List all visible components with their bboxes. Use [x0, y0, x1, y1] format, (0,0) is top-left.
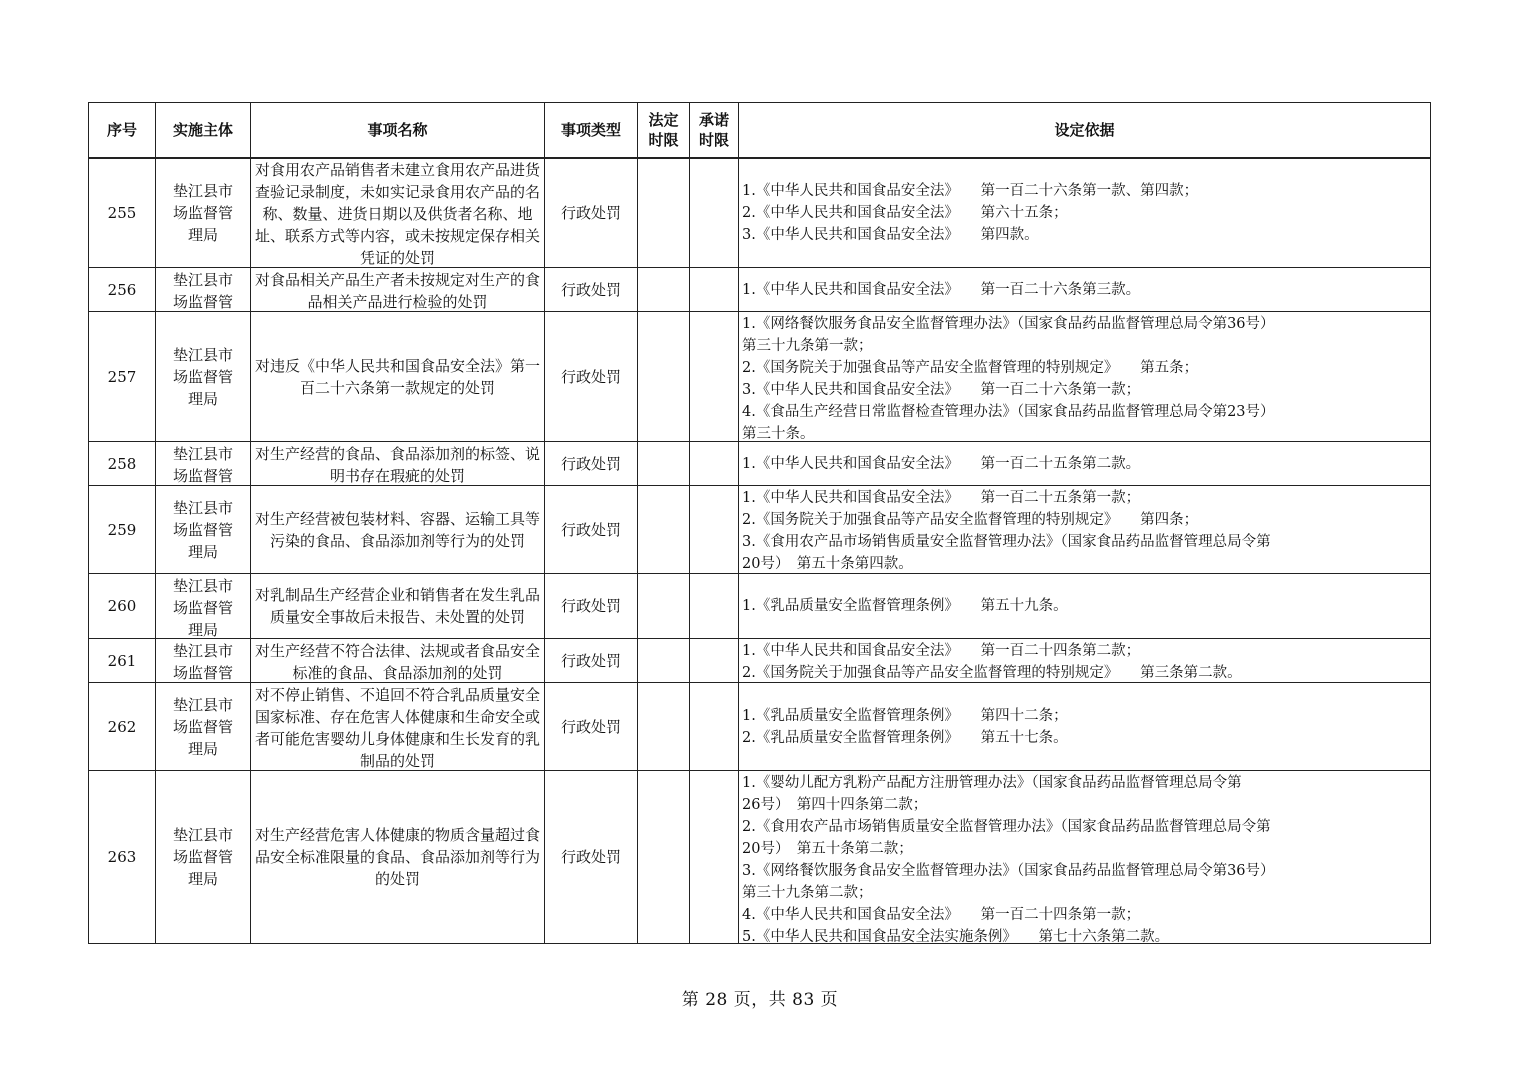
promise-limit-cell	[690, 639, 739, 683]
promise-limit-cell	[690, 442, 739, 486]
basis-cell	[739, 574, 1431, 639]
item-name-cell-text: 对食用农产品销售者未建立食用农产品进货查验记录制度，未如实记录食用农产品的名称、数量、进货日期以及供货者名称、地址、联系方式等内容，或未按规定保存相关凭证的处罚	[254, 160, 540, 267]
item-name-cell	[251, 486, 545, 574]
promise-limit-cell	[690, 771, 739, 944]
agency-cell	[156, 268, 251, 312]
agency-cell	[156, 574, 251, 639]
basis-line: 20号） 第五十条第二款；	[742, 840, 913, 857]
item-name-cell	[251, 158, 545, 268]
seq-cell-text: 255	[107, 203, 137, 222]
basis-cell-text	[742, 772, 1427, 943]
basis-cell-text	[742, 180, 1427, 246]
item-type-cell-text: 行政处罚	[560, 454, 621, 473]
basis-cell-text	[742, 279, 1427, 301]
basis-cell	[739, 639, 1431, 683]
header-seq: 序号	[89, 103, 156, 158]
table-row	[89, 639, 1431, 683]
item-type-cell	[545, 158, 638, 268]
seq-cell-text: 256	[107, 280, 137, 299]
item-type-cell-text: 行政处罚	[560, 717, 621, 736]
table-body	[89, 158, 1431, 944]
legal-limit-cell	[638, 268, 690, 312]
basis-line: 2.《国务院关于加强食品等产品安全监督管理的特别规定》 第三条第二款。	[742, 664, 1242, 681]
legal-limit-cell	[638, 574, 690, 639]
basis-cell	[739, 158, 1431, 268]
basis-cell	[739, 486, 1431, 574]
legal-limit-cell	[638, 442, 690, 486]
item-name-cell	[251, 683, 545, 771]
item-name-cell-text: 对不停止销售、不追回不符合乳品质量安全国家标准、存在危害人体健康和生命安全或者可能危害婴幼儿身体健康和生长发育的乳制品的处罚	[254, 685, 540, 770]
basis-line: 1.《婴幼儿配方乳粉产品配方注册管理办法》（国家食品药品监督管理总局令第	[742, 774, 1242, 791]
basis-line: 20号） 第五十条第四款。	[742, 555, 913, 572]
basis-line: 1.《中华人民共和国食品安全法》 第一百二十六条第一款、第四款；	[742, 182, 1199, 199]
table-row	[89, 574, 1431, 639]
basis-cell-text	[742, 640, 1427, 682]
agency-cell	[156, 639, 251, 683]
basis-line: 1.《网络餐饮服务食品安全监督管理办法》（国家食品药品监督管理总局令第36号）	[742, 315, 1275, 332]
seq-cell	[89, 268, 156, 312]
seq-cell-text: 258	[107, 454, 137, 473]
basis-line: 3.《中华人民共和国食品安全法》 第一百二十六条第一款；	[742, 381, 1141, 398]
item-type-cell	[545, 771, 638, 944]
seq-cell-text: 260	[107, 597, 137, 615]
agency-cell-text: 垫江县市场监督管理局	[172, 826, 233, 888]
agency-cell	[156, 312, 251, 442]
basis-line: 2.《食用农产品市场销售质量安全监督管理办法》（国家食品药品监督管理总局令第	[742, 818, 1271, 835]
item-type-cell	[545, 683, 638, 771]
basis-line: 1.《中华人民共和国食品安全法》 第一百二十四条第二款；	[742, 642, 1141, 659]
item-type-cell-text: 行政处罚	[560, 848, 621, 866]
table-row	[89, 486, 1431, 574]
basis-line: 4.《中华人民共和国食品安全法》 第一百二十四条第一款；	[742, 906, 1141, 923]
seq-cell	[89, 312, 156, 442]
item-name-cell	[251, 771, 545, 944]
agency-cell	[156, 683, 251, 771]
legal-limit-cell	[638, 639, 690, 683]
item-name-cell-text: 对生产经营不符合法律、法规或者食品安全标准的食品、食品添加剂的处罚	[254, 641, 540, 682]
basis-line: 3.《中华人民共和国食品安全法》 第四款。	[742, 226, 1039, 243]
seq-cell	[89, 442, 156, 486]
agency-cell-text: 垫江县市场监督管理局	[172, 345, 233, 408]
item-type-cell-text: 行政处罚	[560, 203, 621, 222]
header-item-name: 事项名称	[251, 103, 545, 158]
legal-limit-cell	[638, 683, 690, 771]
basis-cell-text	[742, 595, 1427, 617]
item-type-cell-text: 行政处罚	[560, 280, 621, 299]
basis-line: 2.《乳品质量安全监督管理条例》 第五十七条。	[742, 729, 1068, 746]
basis-line: 1.《中华人民共和国食品安全法》 第一百二十六条第三款。	[742, 281, 1141, 298]
agency-cell-text: 垫江县市场监督管理局	[172, 576, 233, 638]
basis-cell	[739, 771, 1431, 944]
basis-line: 第三十九条第二款；	[742, 884, 873, 901]
basis-cell-text	[742, 705, 1427, 749]
promise-limit-cell	[690, 158, 739, 268]
item-name-cell	[251, 312, 545, 442]
item-name-cell-text: 对食品相关产品生产者未按规定对生产的食品相关产品进行检验的处罚	[254, 270, 540, 311]
item-name-cell	[251, 639, 545, 683]
promise-limit-cell	[690, 268, 739, 312]
agency-cell	[156, 486, 251, 574]
basis-line: 3.《网络餐饮服务食品安全监督管理办法》（国家食品药品监督管理总局令第36号）	[742, 862, 1275, 879]
header-basis: 设定依据	[739, 103, 1431, 158]
agency-cell	[156, 442, 251, 486]
legal-limit-cell	[638, 771, 690, 944]
seq-cell-text: 263	[107, 848, 137, 866]
seq-cell-text: 262	[107, 717, 137, 736]
basis-line: 2.《国务院关于加强食品等产品安全监督管理的特别规定》 第四条；	[742, 511, 1199, 528]
basis-line: 2.《中华人民共和国食品安全法》 第六十五条；	[742, 204, 1068, 221]
basis-cell-text	[742, 487, 1427, 573]
item-type-cell	[545, 312, 638, 442]
seq-cell	[89, 486, 156, 574]
item-type-cell-text: 行政处罚	[560, 651, 621, 670]
item-type-cell-text: 行政处罚	[560, 367, 621, 386]
item-name-cell	[251, 442, 545, 486]
agency-cell-text: 垫江县市场监督管理局	[172, 181, 233, 244]
seq-cell	[89, 574, 156, 639]
promise-limit-cell	[690, 574, 739, 639]
basis-line: 第三十条。	[742, 425, 815, 441]
basis-line: 4.《食品生产经营日常监督检查管理办法》（国家食品药品监督管理总局令第23号）	[742, 403, 1275, 420]
seq-cell	[89, 639, 156, 683]
header-promise-limit-text: 承诺时限	[698, 110, 729, 149]
item-type-cell	[545, 268, 638, 312]
basis-cell-text	[742, 453, 1427, 475]
promise-limit-cell	[690, 486, 739, 574]
regulation-table	[88, 102, 1431, 944]
agency-cell-text: 垫江县市场监督管	[172, 270, 233, 311]
table-row	[89, 312, 1431, 442]
seq-cell-text: 261	[107, 651, 137, 670]
promise-limit-cell	[690, 312, 739, 442]
basis-line: 1.《乳品质量安全监督管理条例》 第五十九条。	[742, 598, 1068, 614]
table-row	[89, 158, 1431, 268]
item-name-cell	[251, 268, 545, 312]
table-row	[89, 683, 1431, 771]
item-type-cell-text: 行政处罚	[560, 520, 621, 539]
item-type-cell-text: 行政处罚	[560, 597, 621, 615]
basis-cell	[739, 268, 1431, 312]
basis-cell	[739, 312, 1431, 442]
basis-cell	[739, 683, 1431, 771]
item-type-cell	[545, 574, 638, 639]
header-item-type: 事项类型	[545, 103, 638, 158]
agency-cell-text: 垫江县市场监督管	[172, 444, 233, 485]
basis-cell	[739, 442, 1431, 486]
legal-limit-cell	[638, 158, 690, 268]
basis-line: 1.《乳品质量安全监督管理条例》 第四十二条；	[742, 707, 1068, 724]
table-header-row	[89, 103, 1431, 158]
header-legal-limit	[638, 103, 690, 158]
agency-cell	[156, 771, 251, 944]
seq-cell	[89, 158, 156, 268]
item-name-cell	[251, 574, 545, 639]
legal-limit-cell	[638, 312, 690, 442]
item-type-cell	[545, 486, 638, 574]
seq-cell-text: 259	[107, 520, 137, 539]
header-agency: 实施主体	[156, 103, 251, 158]
basis-line: 26号） 第四十四条第二款；	[742, 796, 928, 813]
agency-cell-text: 垫江县市场监督管理局	[172, 498, 233, 561]
basis-line: 1.《中华人民共和国食品安全法》 第一百二十五条第二款。	[742, 455, 1141, 472]
item-type-cell	[545, 442, 638, 486]
seq-cell	[89, 683, 156, 771]
item-name-cell-text: 对乳制品生产经营企业和销售者在发生乳品质量安全事故后未报告、未处置的处罚	[254, 586, 540, 626]
promise-limit-cell	[690, 683, 739, 771]
agency-cell-text: 垫江县市场监督管	[172, 641, 233, 682]
agency-cell	[156, 158, 251, 268]
seq-cell	[89, 771, 156, 944]
seq-cell-text: 257	[107, 367, 137, 386]
item-name-cell-text: 对生产经营被包装材料、容器、运输工具等污染的食品、食品添加剂等行为的处罚	[254, 509, 540, 550]
basis-line: 3.《食用农产品市场销售质量安全监督管理办法》（国家食品药品监督管理总局令第	[742, 533, 1271, 550]
basis-line: 第三十九条第一款；	[742, 337, 873, 354]
legal-limit-cell	[638, 486, 690, 574]
item-name-cell-text: 对生产经营的食品、食品添加剂的标签、说明书存在瑕疵的处罚	[254, 444, 540, 485]
basis-line: 1.《中华人民共和国食品安全法》 第一百二十五条第一款；	[742, 489, 1141, 506]
header-promise-limit	[690, 103, 739, 158]
basis-line: 5.《中华人民共和国食品安全法实施条例》 第七十六条第二款。	[742, 928, 1170, 943]
table-row	[89, 771, 1431, 944]
item-name-cell-text: 对生产经营危害人体健康的物质含量超过食品安全标准限量的食品、食品添加剂等行为的处罚	[254, 826, 540, 888]
item-type-cell	[545, 639, 638, 683]
page-footer: 第 28 页，共 83 页	[681, 990, 839, 1010]
item-name-cell-text: 对违反《中华人民共和国食品安全法》第一百二十六条第一款规定的处罚	[254, 356, 540, 397]
basis-line: 2.《国务院关于加强食品等产品安全监督管理的特别规定》 第五条；	[742, 359, 1199, 376]
header-legal-limit-text: 法定时限	[648, 110, 679, 149]
table-row	[89, 442, 1431, 486]
agency-cell-text: 垫江县市场监督管理局	[172, 695, 233, 758]
basis-cell-text	[742, 313, 1427, 441]
table-row	[89, 268, 1431, 312]
